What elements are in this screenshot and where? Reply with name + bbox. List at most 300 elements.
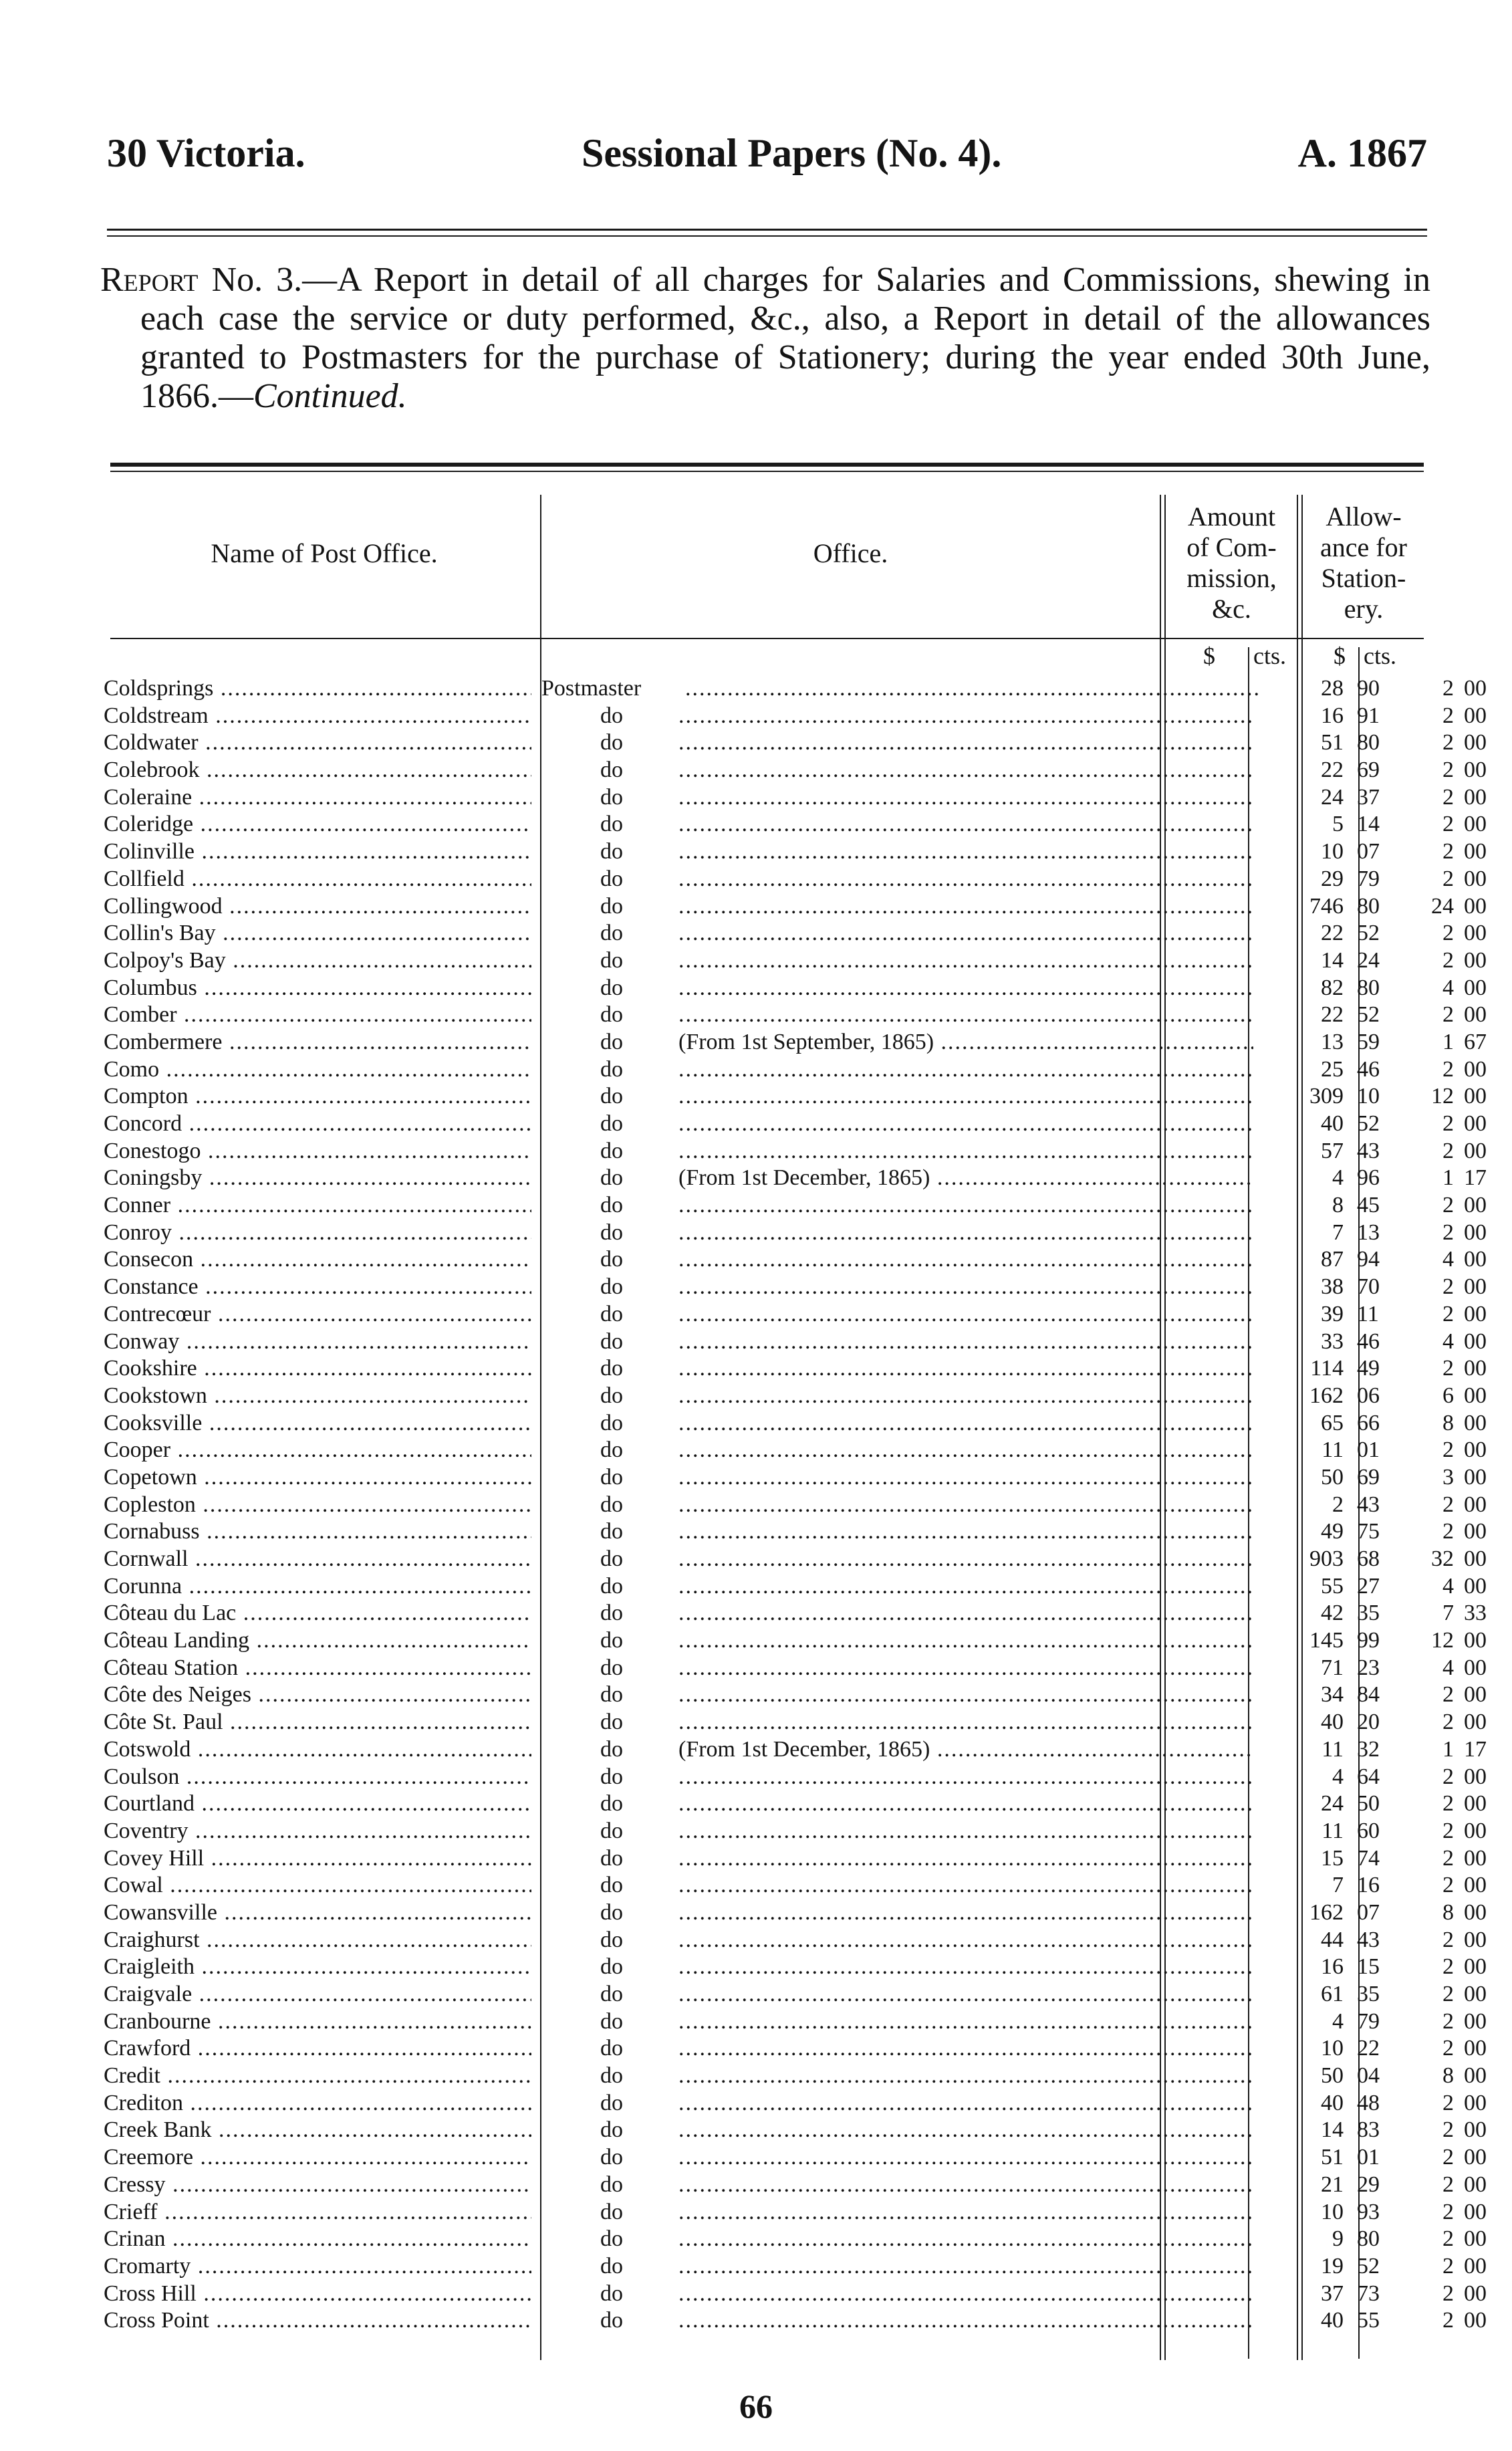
- table-row: [104, 1655, 1487, 1682]
- commission-cents: 13: [1357, 1219, 1380, 1245]
- office-note: [678, 1764, 1253, 1790]
- commission-cents: 83: [1357, 2117, 1380, 2143]
- office-note: [678, 2199, 1253, 2226]
- commission-dollars: 24: [1321, 1791, 1344, 1817]
- commission-dollars: 22: [1321, 921, 1344, 946]
- allowance-dollars: 4: [1442, 1573, 1454, 1599]
- office-note: [678, 1546, 1253, 1572]
- commission-cents: 07: [1357, 839, 1380, 864]
- unit-dollar: $: [1203, 643, 1215, 669]
- office-note: (From 1st December, 1865) .....: [678, 1165, 1253, 1191]
- post-office-name: Cornwall .....: [104, 1546, 531, 1572]
- table-row: [104, 1872, 1487, 1899]
- allowance-dollars: 2: [1442, 2281, 1454, 2306]
- office-title: do: [600, 2226, 623, 2252]
- office-note: [678, 1845, 1253, 1872]
- allowance-cents: 00: [1464, 1954, 1487, 1980]
- post-office-name: Coningsby .....: [104, 1165, 531, 1191]
- commission-dollars: 19: [1321, 2253, 1344, 2279]
- table-top-rule-thin: [110, 471, 1424, 472]
- office-note: [678, 784, 1253, 811]
- header-year: A. 1867: [1297, 131, 1427, 175]
- office-title: do: [600, 2145, 623, 2170]
- post-office-name: Coldsprings .....: [104, 675, 531, 702]
- allowance-dollars: 2: [1442, 1927, 1454, 1952]
- post-office-name: Concord .....: [104, 1111, 531, 1137]
- allowance-cents: 00: [1464, 1873, 1487, 1898]
- office-note: [678, 1301, 1253, 1328]
- allowance-dollars: 2: [1442, 1437, 1454, 1463]
- table-row: [104, 2199, 1487, 2226]
- office-title: do: [600, 1056, 623, 1082]
- table-row: [104, 893, 1487, 921]
- table-row: [104, 2253, 1487, 2281]
- commission-cents: 69: [1357, 1464, 1380, 1490]
- office-note: (From 1st September, 1865) .....: [678, 1029, 1253, 1056]
- office-title: do: [600, 1193, 623, 1218]
- allowance-dollars: 2: [1442, 1764, 1454, 1789]
- table-row: [104, 1492, 1487, 1519]
- commission-dollars: 4: [1332, 1165, 1344, 1191]
- table-row: [104, 1981, 1487, 2008]
- commission-cents: 96: [1357, 1165, 1380, 1191]
- allowance-cents: 00: [1464, 1492, 1487, 1517]
- office-title: do: [600, 1165, 623, 1191]
- post-office-name: Creemore .....: [104, 2144, 531, 2171]
- allowance-dollars: 4: [1442, 975, 1454, 1000]
- commission-dollars: 25: [1321, 1056, 1344, 1082]
- allowance-dollars: 1: [1442, 1165, 1454, 1191]
- allowance-dollars: 2: [1442, 812, 1454, 837]
- office-note: [678, 1383, 1253, 1409]
- office-title: do: [600, 1845, 623, 1871]
- office-note: [678, 1219, 1253, 1246]
- table-row: [104, 1546, 1487, 1573]
- post-office-name: Comber .....: [104, 1002, 531, 1028]
- table-row: [104, 2035, 1487, 2063]
- office-title: do: [600, 1546, 623, 1571]
- header-rule-2: [107, 235, 1427, 237]
- allowance-dollars: 2: [1442, 703, 1454, 728]
- commission-dollars: 746: [1309, 893, 1344, 919]
- allowance-cents: 00: [1464, 1410, 1487, 1435]
- commission-cents: 35: [1357, 1601, 1380, 1626]
- commission-cents: 43: [1357, 1927, 1380, 1952]
- office-title: do: [600, 1383, 623, 1408]
- office-note: [678, 1274, 1253, 1300]
- allowance-cents: 00: [1464, 2063, 1487, 2089]
- report-prefix: Report: [100, 261, 199, 299]
- commission-dollars: 22: [1321, 1002, 1344, 1028]
- table-row: [104, 1573, 1487, 1601]
- allowance-cents: 00: [1464, 1328, 1487, 1354]
- office-note: [678, 2008, 1253, 2035]
- office-note: [678, 1790, 1253, 1817]
- commission-cents: 22: [1357, 2036, 1380, 2061]
- commission-cents: 69: [1357, 757, 1380, 783]
- office-note: [678, 2281, 1253, 2307]
- allowance-dollars: 2: [1442, 839, 1454, 864]
- office-title: do: [600, 1002, 623, 1028]
- commission-cents: 43: [1357, 1492, 1380, 1517]
- allowance-cents: 00: [1464, 2199, 1487, 2224]
- table-row: [104, 729, 1487, 757]
- allowance-dollars: 2: [1442, 2090, 1454, 2115]
- office-note: [678, 893, 1253, 920]
- table-row: [104, 1845, 1487, 1873]
- table-row: [104, 1899, 1487, 1927]
- post-office-name: Coldstream .....: [104, 703, 531, 729]
- post-office-name: Colebrook .....: [104, 757, 531, 784]
- office-title: do: [600, 757, 623, 783]
- office-note: [678, 1818, 1253, 1845]
- allowance-dollars: 2: [1442, 2308, 1454, 2333]
- allowance-cents: 00: [1464, 1573, 1487, 1599]
- table-body: [104, 675, 1487, 2335]
- post-office-name: Cookstown .....: [104, 1383, 531, 1409]
- table-row: [104, 1111, 1487, 1138]
- table-row: [104, 2281, 1487, 2308]
- allowance-dollars: 2: [1442, 1519, 1454, 1544]
- office-note: [678, 1872, 1253, 1899]
- office-title: do: [600, 1954, 623, 1980]
- allowance-dollars: 1: [1442, 1029, 1454, 1054]
- commission-dollars: 40: [1321, 1710, 1344, 1735]
- commission-cents: 01: [1357, 2145, 1380, 2170]
- commission-dollars: 309: [1309, 1084, 1344, 1109]
- th-allowance: Allow- ance for Station- ery.: [1320, 501, 1407, 624]
- th-commission: Amount of Com- mission, &c.: [1186, 501, 1277, 624]
- allowance-dollars: 2: [1442, 1818, 1454, 1843]
- post-office-name: Colinville .....: [104, 838, 531, 865]
- post-office-name: Conner .....: [104, 1192, 531, 1219]
- office-title: do: [600, 2008, 623, 2034]
- office-note: [678, 920, 1253, 947]
- commission-dollars: 162: [1309, 1383, 1344, 1408]
- commission-cents: 59: [1357, 1029, 1380, 1054]
- allowance-cents: 00: [1464, 1002, 1487, 1028]
- post-office-name: Collingwood .....: [104, 893, 531, 920]
- post-office-name: Credit .....: [104, 2063, 531, 2089]
- commission-dollars: 42: [1321, 1601, 1344, 1626]
- allowance-cents: 00: [1464, 1519, 1487, 1544]
- commission-cents: 49: [1357, 1356, 1380, 1381]
- post-office-name: Coleridge .....: [104, 811, 531, 838]
- commission-cents: 24: [1357, 947, 1380, 973]
- office-note: [678, 1355, 1253, 1382]
- allowance-dollars: 2: [1442, 1492, 1454, 1517]
- allowance-dollars: 2: [1442, 730, 1454, 755]
- commission-cents: 48: [1357, 2090, 1380, 2115]
- allowance-dollars: 24: [1431, 893, 1454, 919]
- commission-dollars: 5: [1332, 812, 1344, 837]
- allowance-dollars: 12: [1431, 1084, 1454, 1109]
- report-title: [100, 261, 1430, 416]
- office-title: do: [600, 2117, 623, 2143]
- table-row: [104, 1301, 1487, 1328]
- office-note: [678, 1927, 1253, 1954]
- commission-dollars: 16: [1321, 703, 1344, 728]
- allowance-cents: 33: [1464, 1601, 1487, 1626]
- commission-dollars: 40: [1321, 2090, 1344, 2115]
- table-row: [104, 1192, 1487, 1219]
- office-note: [678, 1627, 1253, 1654]
- allowance-cents: 00: [1464, 1247, 1487, 1272]
- allowance-cents: 00: [1464, 1927, 1487, 1952]
- commission-cents: 43: [1357, 1138, 1380, 1163]
- office-title: do: [600, 1084, 623, 1109]
- post-office-name: Coventry .....: [104, 1818, 531, 1845]
- commission-cents: 32: [1357, 1736, 1380, 1762]
- allowance-cents: 00: [1464, 1764, 1487, 1789]
- allowance-dollars: 2: [1442, 2117, 1454, 2143]
- office-note: [678, 1111, 1253, 1137]
- commission-dollars: 11: [1321, 1437, 1344, 1463]
- allowance-dollars: 2: [1442, 2036, 1454, 2061]
- table-row: [104, 1954, 1487, 1981]
- th-office: Office.: [813, 538, 888, 568]
- table-row: [104, 1627, 1487, 1655]
- allowance-dollars: 2: [1442, 1954, 1454, 1980]
- commission-dollars: 37: [1321, 2281, 1344, 2306]
- table-row: [104, 920, 1487, 947]
- office-title: do: [600, 2036, 623, 2061]
- unit-cents-allowance: cts.: [1364, 643, 1396, 669]
- table-row: [104, 1600, 1487, 1627]
- commission-dollars: 14: [1321, 2117, 1344, 2143]
- office-note: [678, 2253, 1253, 2280]
- commission-dollars: 55: [1321, 1573, 1344, 1599]
- table-row: [104, 1246, 1487, 1274]
- office-note: [685, 675, 1260, 702]
- table-row: [104, 2008, 1487, 2036]
- allowance-cents: 00: [1464, 1628, 1487, 1653]
- commission-dollars: 162: [1309, 1899, 1344, 1925]
- post-office-name: Creek Bank .....: [104, 2117, 531, 2143]
- commission-dollars: 38: [1321, 1274, 1344, 1300]
- allowance-dollars: 2: [1442, 1982, 1454, 2006]
- allowance-cents: 00: [1464, 1845, 1487, 1871]
- allowance-cents: 00: [1464, 975, 1487, 1000]
- commission-cents: 84: [1357, 1682, 1380, 1708]
- commission-dollars: 8: [1332, 1193, 1344, 1218]
- table-row: [104, 1709, 1487, 1736]
- post-office-name: Cornabuss .....: [104, 1518, 531, 1545]
- allowance-dollars: 8: [1442, 1899, 1454, 1925]
- table-row: [104, 2063, 1487, 2090]
- post-office-name: Cowansville .....: [104, 1899, 531, 1926]
- table-row: [104, 703, 1487, 730]
- office-title: do: [600, 1437, 623, 1463]
- post-office-name: Covey Hill .....: [104, 1845, 531, 1872]
- allowance-dollars: 4: [1442, 1247, 1454, 1272]
- post-office-name: Crediton .....: [104, 2090, 531, 2117]
- commission-dollars: 65: [1321, 1410, 1344, 1435]
- allowance-cents: 00: [1464, 1383, 1487, 1408]
- office-title: do: [600, 1356, 623, 1381]
- commission-cents: 45: [1357, 1193, 1380, 1218]
- table-row: [104, 1518, 1487, 1546]
- commission-cents: 15: [1357, 1954, 1380, 1980]
- office-title: do: [600, 784, 623, 810]
- office-note: [678, 757, 1253, 784]
- table-row: [104, 947, 1487, 975]
- allowance-dollars: 2: [1442, 757, 1454, 783]
- report-text: No. 3.—A Report in detail of all charges for Salaries and Commissions, shewing in each case the service or duty performed, &c., also, a Report in detail of the allowances granted to Postmasters for the purchase of Stationery; during the year ended 30th June, 1866.—: [140, 261, 1430, 415]
- post-office-name: Constance .....: [104, 1274, 531, 1300]
- commission-dollars: 82: [1321, 975, 1344, 1000]
- commission-dollars: 34: [1321, 1682, 1344, 1708]
- office-title: do: [600, 1328, 623, 1354]
- commission-cents: 37: [1357, 784, 1380, 810]
- table-row: [104, 1818, 1487, 1845]
- table-row: [104, 2307, 1487, 2335]
- commission-dollars: 40: [1321, 2308, 1344, 2333]
- office-title: do: [600, 1655, 623, 1680]
- post-office-name: Coldwater .....: [104, 729, 531, 756]
- commission-dollars: 61: [1321, 1982, 1344, 2006]
- commission-dollars: 11: [1321, 1818, 1344, 1843]
- post-office-name: Columbus .....: [104, 975, 531, 1002]
- post-office-name: Craigleith .....: [104, 1954, 531, 1980]
- allowance-cents: 67: [1464, 1029, 1487, 1054]
- allowance-dollars: 2: [1442, 1002, 1454, 1028]
- allowance-cents: 00: [1464, 839, 1487, 864]
- table-row: [104, 811, 1487, 838]
- office-note: [678, 1600, 1253, 1627]
- commission-cents: 90: [1357, 676, 1380, 701]
- table-row: [104, 1736, 1487, 1764]
- commission-cents: 52: [1357, 921, 1380, 946]
- commission-cents: 14: [1357, 812, 1380, 837]
- allowance-cents: 00: [1464, 921, 1487, 946]
- office-note: [678, 2307, 1253, 2334]
- commission-cents: 46: [1357, 1056, 1380, 1082]
- office-note: [678, 947, 1253, 974]
- post-office-name: Coulson .....: [104, 1764, 531, 1790]
- office-note: [678, 1083, 1253, 1110]
- allowance-cents: 00: [1464, 947, 1487, 973]
- allowance-dollars: 2: [1442, 1710, 1454, 1735]
- post-office-name: Cressy .....: [104, 2172, 531, 2198]
- commission-dollars: 51: [1321, 730, 1344, 755]
- allowance-cents: 00: [1464, 703, 1487, 728]
- unit-dollar-allowance: $: [1334, 643, 1346, 669]
- commission-dollars: 10: [1321, 2036, 1344, 2061]
- post-office-name: Colpoy's Bay .....: [104, 947, 531, 974]
- office-title: do: [600, 1573, 623, 1599]
- commission-cents: 79: [1357, 866, 1380, 891]
- allowance-dollars: 2: [1442, 1845, 1454, 1871]
- allowance-dollars: 2: [1442, 866, 1454, 891]
- post-office-name: Cooper .....: [104, 1437, 531, 1464]
- table-row: [104, 1790, 1487, 1818]
- allowance-cents: 00: [1464, 893, 1487, 919]
- table-row: [104, 1681, 1487, 1709]
- commission-cents: 35: [1357, 1982, 1380, 2006]
- post-office-name: Combermere .....: [104, 1029, 531, 1056]
- office-note: [678, 811, 1253, 838]
- office-title: do: [600, 730, 623, 755]
- allowance-cents: 00: [1464, 2036, 1487, 2061]
- commission-cents: 99: [1357, 1628, 1380, 1653]
- office-title: do: [600, 1873, 623, 1898]
- post-office-name: Como .....: [104, 1056, 531, 1083]
- table-row: [104, 2090, 1487, 2117]
- commission-dollars: 33: [1321, 1328, 1344, 1354]
- table-row: [104, 1083, 1487, 1111]
- header-rule-1: [107, 229, 1427, 231]
- post-office-name: Cooksville .....: [104, 1410, 531, 1437]
- office-title: do: [600, 975, 623, 1000]
- commission-cents: 79: [1357, 2008, 1380, 2034]
- commission-cents: 66: [1357, 1410, 1380, 1435]
- running-header: [107, 130, 1427, 184]
- table-row: [104, 838, 1487, 866]
- table-row: [104, 1410, 1487, 1437]
- office-note: [678, 703, 1253, 729]
- post-office-name: Cotswold .....: [104, 1736, 531, 1763]
- commission-cents: 60: [1357, 1818, 1380, 1843]
- commission-cents: 11: [1357, 1301, 1379, 1326]
- office-title: do: [600, 1736, 623, 1762]
- office-title: do: [600, 1519, 623, 1544]
- office-note: [678, 1002, 1253, 1028]
- table-row: [104, 975, 1487, 1002]
- allowance-dollars: 2: [1442, 1193, 1454, 1218]
- commission-cents: 16: [1357, 1873, 1380, 1898]
- commission-dollars: 11: [1321, 1736, 1344, 1762]
- office-note: [678, 838, 1253, 865]
- allowance-cents: 00: [1464, 1982, 1487, 2006]
- commission-cents: 64: [1357, 1764, 1380, 1789]
- office-note: [678, 1410, 1253, 1437]
- office-note: [678, 1437, 1253, 1464]
- commission-dollars: 10: [1321, 839, 1344, 864]
- office-title: do: [600, 1764, 623, 1789]
- office-title: do: [600, 1710, 623, 1735]
- post-office-name: Compton .....: [104, 1083, 531, 1110]
- commission-dollars: 40: [1321, 1111, 1344, 1136]
- commission-cents: 80: [1357, 2226, 1380, 2252]
- allowance-cents: 00: [1464, 1219, 1487, 1245]
- allowance-cents: 00: [1464, 1084, 1487, 1109]
- commission-dollars: 57: [1321, 1138, 1344, 1163]
- allowance-dollars: 4: [1442, 1328, 1454, 1354]
- office-title: do: [600, 1791, 623, 1817]
- table-row: [104, 1383, 1487, 1410]
- commission-dollars: 49: [1321, 1519, 1344, 1544]
- commission-cents: 06: [1357, 1383, 1380, 1408]
- allowance-cents: 00: [1464, 1138, 1487, 1163]
- commission-dollars: 44: [1321, 1927, 1344, 1952]
- table-row: [104, 1927, 1487, 1954]
- allowance-cents: 17: [1464, 1165, 1487, 1191]
- office-title: do: [600, 921, 623, 946]
- office-title: do: [600, 1274, 623, 1300]
- office-title: do: [600, 1927, 623, 1952]
- commission-cents: 07: [1357, 1899, 1380, 1925]
- allowance-cents: 00: [1464, 730, 1487, 755]
- post-office-name: Conway .....: [104, 1328, 531, 1355]
- commission-dollars: 28: [1321, 676, 1344, 701]
- post-office-name: Copetown .....: [104, 1464, 531, 1491]
- post-office-name: Cookshire .....: [104, 1355, 531, 1382]
- commission-cents: 80: [1357, 975, 1380, 1000]
- post-office-name: Côteau Landing .....: [104, 1627, 531, 1654]
- post-office-name: Cranbourne .....: [104, 2008, 531, 2035]
- office-note: [678, 1328, 1253, 1355]
